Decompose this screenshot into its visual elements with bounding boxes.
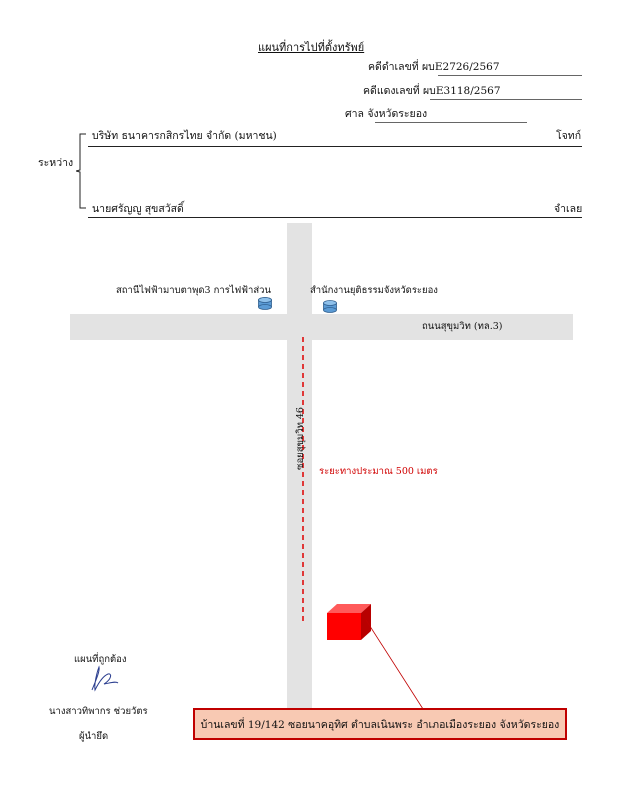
plaintiff-name: บริษัท ธนาคารกสิกรไทย จำกัด (มหาชน) [92,130,277,142]
side-road-label: ซอยสุขุมวิท 46 [295,407,306,470]
court-label: ศาล [345,108,364,120]
distance-note: ระยะทางประมาณ 500 เมตร [319,466,438,477]
landmark-left-icon [259,298,272,310]
property-address-box [193,708,567,740]
red-case-number: ผบE3118/2567 [423,85,501,97]
signature-icon [92,667,118,690]
main-road-label: ถนนสุขุมวิท (ทล.3) [422,321,503,332]
defendant-name: นายศรัญญู สุขสวัสดิ์ [92,203,184,215]
plaintiff-role: โจทก์ [556,130,582,142]
landmark-left-label: สถานีไฟฟ้ามาบตาพุด3 การไฟฟ้าส่วน [116,285,271,296]
court-name: จังหวัดระยอง [367,108,428,120]
red-case-label: คดีแดงเลขที่ [363,85,420,97]
map-certified-label: แผนที่ถูกต้อง [74,654,127,665]
property-marker-icon [327,604,371,640]
landmark-right-icon [324,301,337,313]
callout-pointer [366,620,423,709]
signer-name: นางสาวทิพากร ช่วยวัตร [49,706,148,717]
landmark-right-label: สำนักงานยุติธรรมจังหวัดระยอง [310,285,438,296]
between-label: ระหว่าง [38,157,74,169]
black-case-number: ผบE2726/2567 [422,61,500,73]
document-title: แผนที่การไปที่ตั้งทรัพย์ [258,41,365,54]
defendant-role: จำเลย [554,203,583,215]
black-case-label: คดีดำเลขที่ [368,61,419,73]
signer-role: ผู้นำยึด [79,731,109,742]
property-address: บ้านเลขที่ 19/142 ซอยนาคอุทิศ ตำบลเนินพระ อำเภอเมืองระยอง จังหวัดระยอง [200,718,560,731]
